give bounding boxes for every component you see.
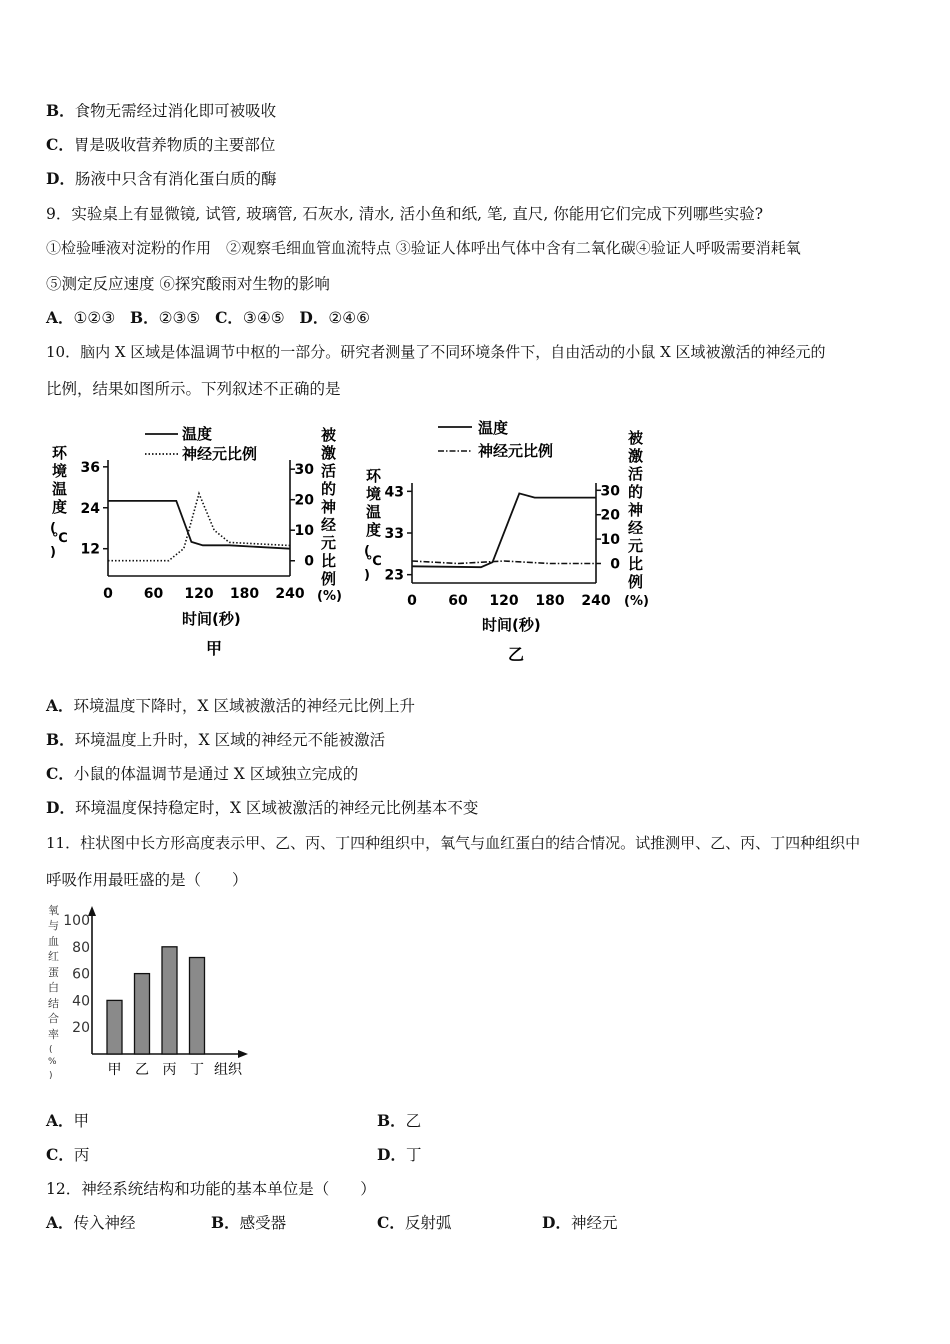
yi-ytick-left: 43 xyxy=(384,484,404,501)
svg-text:(%): (%) xyxy=(624,594,649,609)
q8-option-b[interactable]: B．食物无需经过消化即可被吸收 xyxy=(46,101,277,120)
bar-丁 xyxy=(190,958,205,1054)
jia-ylabel-left xyxy=(50,444,68,560)
svg-text:的: 的 xyxy=(321,480,337,498)
bar-丙 xyxy=(162,947,177,1054)
jia-ytick-right: 0 xyxy=(304,553,314,570)
svg-text:境: 境 xyxy=(52,462,68,480)
bar-甲 xyxy=(107,1000,122,1054)
bar-ylabel xyxy=(48,903,59,1081)
svg-text:被: 被 xyxy=(321,426,337,444)
yi-xlabel: 时间(秒) xyxy=(482,616,541,634)
svg-text:例: 例 xyxy=(628,573,644,591)
jia-ytick-left: 36 xyxy=(80,459,100,476)
q11-option-d[interactable]: D．丁 xyxy=(377,1145,422,1164)
svg-text:度: 度 xyxy=(52,498,68,516)
svg-text:结: 结 xyxy=(48,997,59,1010)
jia-ylabel-right xyxy=(317,426,342,604)
q9-option-b[interactable]: B．②③⑤ xyxy=(130,308,201,327)
svg-text:经: 经 xyxy=(321,516,337,534)
svg-text:氧: 氧 xyxy=(48,904,59,917)
yi-xtick: 180 xyxy=(535,593,565,609)
svg-text:元: 元 xyxy=(321,534,337,552)
svg-text:℃: ℃ xyxy=(52,531,68,546)
yi-ytick-right: 20 xyxy=(600,507,620,524)
svg-text:(: ( xyxy=(364,544,370,559)
yi-ytick-right: 10 xyxy=(600,532,620,549)
q10-option-c[interactable]: C．小鼠的体温调节是通过 X 区域独立完成的 xyxy=(46,764,359,783)
q12-option-b[interactable]: B．感受器 xyxy=(211,1213,287,1232)
yi-xtick: 240 xyxy=(581,593,611,609)
svg-text:合: 合 xyxy=(48,1012,59,1025)
q9-items-line2: ⑤测定反应速度 ⑥探究酸雨对生物的影响 xyxy=(46,275,330,293)
svg-text:活: 活 xyxy=(321,462,337,480)
yi-caption: 乙 xyxy=(508,645,525,664)
jia-series-temperature xyxy=(108,501,290,549)
jia-ytick-left: 24 xyxy=(80,500,100,517)
jia-ytick-right: 20 xyxy=(294,492,314,509)
chart-yi xyxy=(358,415,668,670)
svg-text:温: 温 xyxy=(52,480,68,498)
jia-ytick-right: 30 xyxy=(294,462,314,479)
q9-items-line1: ①检验唾液对淀粉的作用 ②观察毛细血管血流特点 ③验证人体呼出气体中含有二氧化碳④验证人呼吸需要消耗氧 xyxy=(46,239,801,257)
svg-text:(: ( xyxy=(49,1045,53,1055)
svg-text:红: 红 xyxy=(48,950,59,963)
q10-option-b[interactable]: B．环境温度上升时，X 区域的神经元不能被激活 xyxy=(46,730,386,749)
bar-ytick: 40 xyxy=(72,993,90,1010)
bar-ytick: 80 xyxy=(72,939,90,956)
svg-text:神: 神 xyxy=(321,498,337,516)
svg-text:活: 活 xyxy=(628,465,644,483)
yi-series-temperature xyxy=(412,493,596,567)
svg-text:被: 被 xyxy=(628,429,644,447)
jia-xtick: 120 xyxy=(184,586,214,602)
svg-text:(: ( xyxy=(50,521,56,536)
svg-text:神: 神 xyxy=(628,501,644,519)
jia-xtick: 60 xyxy=(143,586,164,602)
q11-option-a[interactable]: A．甲 xyxy=(46,1111,90,1130)
bar-category-label: 甲 xyxy=(107,1062,122,1078)
bar-category-label: 丁 xyxy=(190,1062,204,1078)
bar-ytick: 100 xyxy=(63,913,90,929)
jia-xtick: 0 xyxy=(103,586,113,602)
chart-bar xyxy=(44,902,264,1098)
q11-stem-line2: 呼吸作用最旺盛的是（ ） xyxy=(46,871,248,889)
yi-xtick: 0 xyxy=(407,593,417,609)
jia-series-neuron-ratio xyxy=(108,494,290,561)
q9-options xyxy=(46,307,370,329)
bar-category-label: 乙 xyxy=(135,1062,149,1078)
q11-stem-line1: 11．柱状图中长方形高度表示甲、乙、丙、丁四种组织中，氧气与血红蛋白的结合情况。试推测甲、乙、丙、丁四种组织中 xyxy=(46,834,861,852)
jia-xtick: 180 xyxy=(229,586,260,602)
bar-x-arrow xyxy=(238,1050,248,1058)
bar-乙 xyxy=(135,974,150,1054)
jia-xlabel: 时间(秒) xyxy=(182,610,241,628)
bar-category-label: 丙 xyxy=(162,1062,177,1078)
q8-option-d[interactable]: D．肠液中只含有消化蛋白质的酶 xyxy=(46,169,277,188)
q12-option-a[interactable]: A．传入神经 xyxy=(46,1213,136,1232)
q12-option-d[interactable]: D．神经元 xyxy=(542,1213,618,1232)
svg-text:经: 经 xyxy=(628,519,644,537)
yi-series-neuron-ratio xyxy=(412,561,596,564)
yi-xtick: 120 xyxy=(489,593,519,609)
jia-caption: 甲 xyxy=(206,639,223,658)
yi-xtick: 60 xyxy=(448,593,468,609)
svg-text:环: 环 xyxy=(366,467,382,485)
svg-text:环: 环 xyxy=(52,444,68,462)
q11-option-b[interactable]: B．乙 xyxy=(377,1111,422,1130)
yi-legend-temp: 温度 xyxy=(478,419,509,437)
svg-text:比: 比 xyxy=(321,552,337,570)
bar-ytick: 60 xyxy=(72,966,90,983)
svg-text:白: 白 xyxy=(48,981,59,994)
svg-text:的: 的 xyxy=(628,483,644,501)
q12-option-c[interactable]: C．反射弧 xyxy=(377,1213,452,1232)
yi-ytick-left: 23 xyxy=(384,567,404,584)
svg-text:与: 与 xyxy=(48,919,59,932)
svg-text:比: 比 xyxy=(628,555,644,573)
svg-text:激: 激 xyxy=(628,447,644,465)
q9-option-a[interactable]: A．①②③ xyxy=(46,308,116,327)
yi-legend-ratio: 神经元比例 xyxy=(478,442,554,460)
q10-stem-line1: 10．脑内 X 区域是体温调节中枢的一部分。研究者测量了不同环境条件下，自由活动的小鼠 X 区域被激活的神经元的 xyxy=(46,343,826,361)
q12-stem: 12．神经系统结构和功能的基本单位是（ ） xyxy=(46,1180,376,1198)
yi-ylabel-left xyxy=(364,467,382,583)
bar-xlabel: 组织 xyxy=(214,1062,242,1078)
yi-ytick-left: 33 xyxy=(384,526,404,542)
jia-xtick: 240 xyxy=(275,586,305,602)
svg-text:血: 血 xyxy=(48,935,59,948)
q11-option-c[interactable]: C．丙 xyxy=(46,1145,90,1164)
svg-text:): ) xyxy=(49,1071,53,1081)
yi-ytick-right: 0 xyxy=(610,556,620,573)
jia-ytick-left: 12 xyxy=(80,541,100,558)
yi-ytick-right: 30 xyxy=(600,483,620,500)
jia-legend-temp: 温度 xyxy=(182,425,213,443)
q10-stem-line2: 比例，结果如图所示。下列叙述不正确的是 xyxy=(46,380,341,398)
svg-text:元: 元 xyxy=(628,537,644,555)
jia-ytick-right: 10 xyxy=(294,523,314,540)
svg-text:): ) xyxy=(364,568,370,583)
svg-text:℃: ℃ xyxy=(366,554,382,569)
svg-text:度: 度 xyxy=(366,521,382,539)
jia-legend-ratio: 神经元比例 xyxy=(182,445,258,463)
svg-text:%: % xyxy=(48,1057,57,1067)
svg-text:(%): (%) xyxy=(317,589,342,604)
q9-stem: 9．实验桌上有显微镜, 试管, 玻璃管, 石灰水, 清水, 活小鱼和纸, 笔, 直尺, 你能用它们完成下列哪些实验? xyxy=(46,205,764,223)
svg-text:蛋: 蛋 xyxy=(48,966,59,979)
q9-option-c[interactable]: C．③④⑤ xyxy=(215,308,285,327)
svg-text:例: 例 xyxy=(321,570,337,588)
q8-option-c[interactable]: C．胃是吸收营养物质的主要部位 xyxy=(46,135,276,154)
svg-text:率: 率 xyxy=(48,1028,59,1041)
yi-ylabel-right xyxy=(624,429,649,609)
svg-text:温: 温 xyxy=(366,503,382,521)
svg-text:): ) xyxy=(50,545,56,560)
svg-text:境: 境 xyxy=(366,485,382,503)
chart-jia xyxy=(40,418,350,663)
bar-ytick: 20 xyxy=(72,1020,90,1037)
q9-option-d[interactable]: D．②④⑥ xyxy=(299,308,371,327)
q10-option-a[interactable]: A．环境温度下降时，X 区域被激活的神经元比例上升 xyxy=(46,696,415,715)
q10-option-d[interactable]: D．环境温度保持稳定时，X 区域被激活的神经元比例基本不变 xyxy=(46,798,479,817)
svg-text:激: 激 xyxy=(321,444,337,462)
